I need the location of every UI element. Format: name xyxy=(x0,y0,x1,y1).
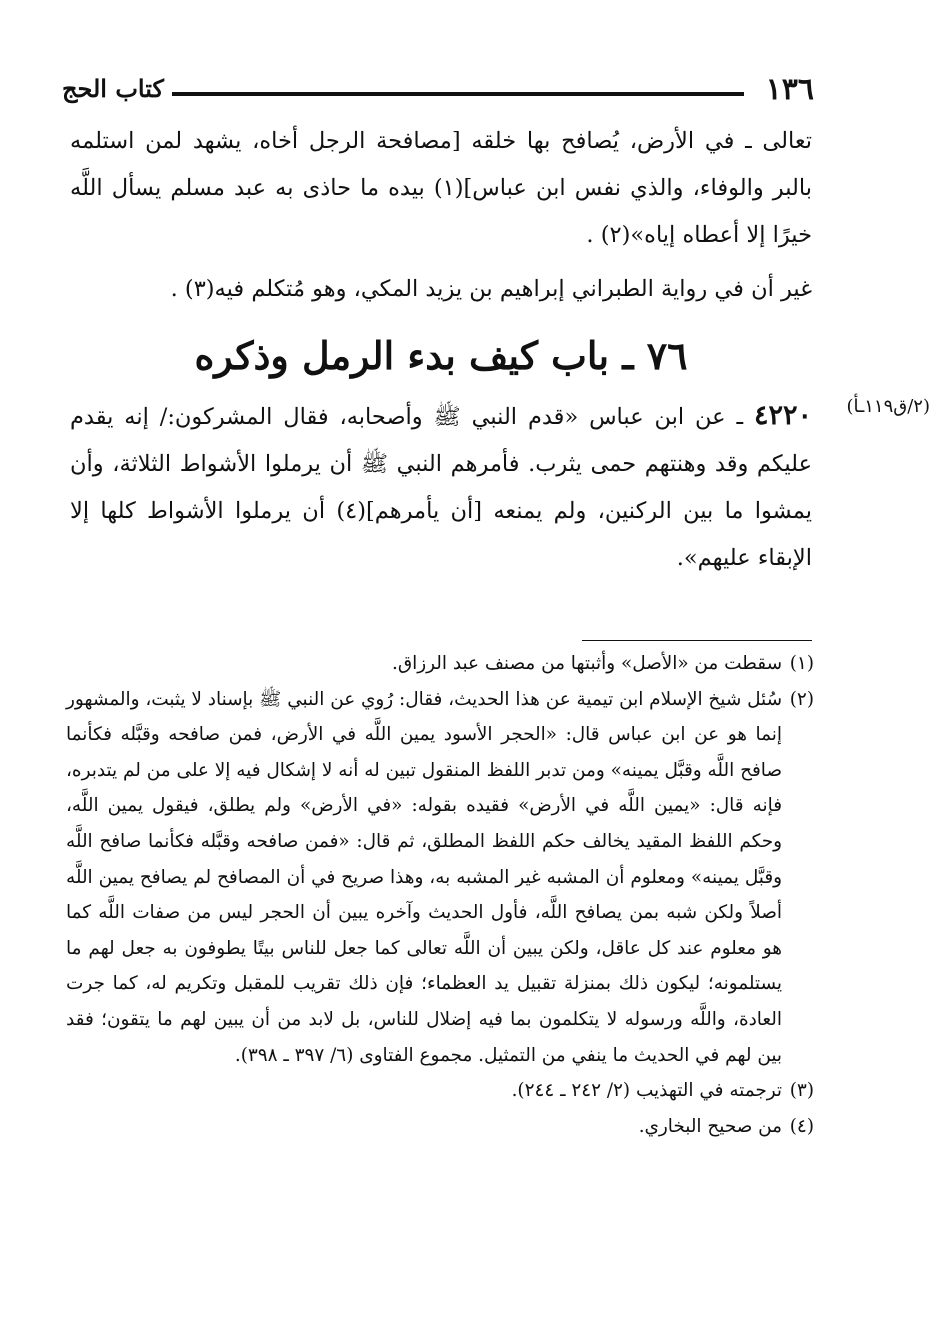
page-header xyxy=(62,72,814,112)
footnote-text: من صحيح البخاري. xyxy=(638,1115,782,1137)
footnote-text: سُئل شيخ الإسلام ابن تيمية عن هذا الحديث، فقال: رُوي عن النبي ﷺ بإسناد لا يثبت، والمشهور إنما هو عن ابن عباس قال: «الحجر الأسود يمين اللَّه في الأرض، فمن صافحه وقبَّله فكأنما صافح اللَّه وقبَّل يمينه» ومن تدبر اللفظ المنقول تبين له أنه لا إشكال فيه إلا على من لم يتدبره، فإنه قال: «يمين اللَّه في الأرض» فقيده بقوله: «في الأرض» ولم يطلق، فيقول يمين اللَّه، وحكم اللفظ المقيد يخالف حكم اللفظ المطلق، ثم قال: «فمن صافحه وقبَّله فكأنما صافح اللَّه وقبَّل يمينه» ومعلوم أن المشبه غير المشبه به، وهذا صريح في أن المصافح لم يصافح يمين اللَّه أصلاً ولكن شبه بمن يصافح اللَّه، فأول الحديث وآخره يبين أن الحجر ليس من صفات اللَّه كما هو معلوم عند كل عاقل، ولكن يبين أن اللَّه تعالى كما جعل للناس بيتًا يطوفون به جعل لهم ما يستلمونه؛ ليكون ذلك بمنزلة تقبيل يد العظماء؛ فإن ذلك تقريب للمقبل وتكريم له، كما جرت العادة، واللَّه ورسوله لا يتكلمون بما فيه إضلال للناس، بل لابد من أن يبين لهم ما يتقون؛ فقد بين لهم في الحديث ما ينفي من التمثيل. مجموع الفتاوى (٦/ ٣٩٧ ـ ٣٩٨). xyxy=(66,688,782,1066)
footnotes xyxy=(66,646,814,1144)
footnote-2 xyxy=(66,682,814,1074)
footnote-1 xyxy=(66,646,814,682)
manuscript-margin-note: (٢/ق١١٩ـأ) xyxy=(846,396,930,417)
paragraph-1: تعالى ـ في الأرض، يُصافح بها خلقه [مصافحة الرجل أخاه، يشهد لمن استلمه بالبر والوفاء، والذي نفس ابن عباس](١) بيده ما حاذى به عبد مسلم يسأل اللَّه خيرًا إلا أعطاه إياه»(٢) . xyxy=(70,128,812,248)
footnote-mark: (٤) xyxy=(789,1115,814,1137)
hadith-text: ـ عن ابن عباس «قدم النبي ﷺ وأصحابه، فقال المشركون:/ إنه يقدم عليكم وقد وهنتهم حمى يثرب. فأمرهم النبي ﷺ أن يرملوا الأشواط الثلاثة، وأن يمشوا ما بين الركنين، ولم يمنعه [أن يأمرهم](٤) أن يرملوا الأشواط كلها إلا الإبقاء عليهم». xyxy=(70,404,812,571)
footnote-mark: (١) xyxy=(789,653,814,674)
footnote-text: سقطت من «الأصل» وأثبتها من مصنف عبد الرزاق. xyxy=(392,653,782,674)
footnote-mark: (٣) xyxy=(789,1080,814,1102)
hadith-number: ٤٢٢٠ xyxy=(753,400,812,431)
paragraph-2: غير أن في رواية الطبراني إبراهيم بن يزيد المكي، وهو مُتكلم فيه(٣) . xyxy=(170,276,812,302)
footnote-text: ترجمته في التهذيب (٢/ ٢٤٢ ـ ٢٤٤). xyxy=(511,1080,782,1102)
hadith-paragraph xyxy=(70,392,812,582)
footnote-3 xyxy=(66,1073,814,1109)
footnote-separator xyxy=(582,640,812,641)
book-title: كتاب الحج xyxy=(62,74,164,103)
footnote-mark: (٢) xyxy=(789,688,814,710)
header-rule xyxy=(172,92,744,96)
footnote-4 xyxy=(66,1109,814,1145)
chapter-title: ٧٦ ـ باب كيف بدء الرمل وذكره xyxy=(194,333,688,378)
page-number: ١٣٦ xyxy=(765,72,814,107)
